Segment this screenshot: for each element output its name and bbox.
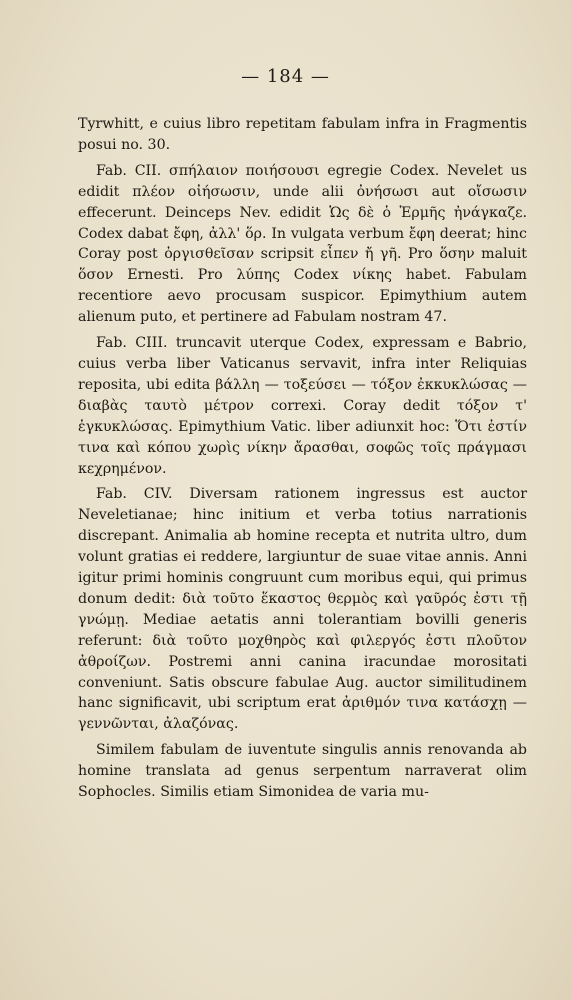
- main-text: [78, 114, 527, 803]
- page-number: — 184 —: [241, 66, 330, 87]
- paragraph-fab-ciii: Fab. CIII. truncavit uterque Codex, expressam e Babrio, cuius verba liber Vaticanus servavit, infra inter Reliquias reposita, ubi edita βάλλη — τοξεύσει — τόξον ἐκκυκλώσας — διαβὰς ταυτὸ μέτρον correxi. Coray dedit τόξον τ' ἐγκυκλώσας. Epimythium Vatic. liber adiunxit hoc: Ὅτι ἐστίν τινα καὶ κόπου χωρὶς νίκην ἄρασθαι, σοφῶς τοῖς πράγμασι κεχρημένον.: [78, 335, 527, 477]
- paragraph-fab-cii: Fab. CII. σπήλαιον ποιήσουσι egregie Codex. Nevelet us edidit πλέον οἰήσωσιν, unde alii ὀνήσωσι aut οἴσωσιν effecerunt. Deinceps Nev. edidit Ὡς δὲ ὁ Ἑρμῆς ἠνάγκαζε. Codex dabat ἔφη, ἀλλ' ὅρ. In vulgata verbum ἔφη deerat; hinc Coray post ὀργισθεῖσαν scripsit εἶπεν ἤ γῆ. Pro ὅσην maluit ὅσον Ernesti. Pro λύπης Codex νίκης habet. Fabulam recentiore aevo procusam suspicor. Epimythium autem alienum puto, et pertinere ad Fabulam nostram 47.: [78, 162, 527, 326]
- paragraph-similem: Similem fabulam de iuventute singulis annis renovanda ab homine translata ad genus serpentum narraverat olim Sophocles. Similis etiam Simonidea de varia mu-: [78, 742, 527, 801]
- paragraph-fab-civ: Fab. CIV. Diversam rationem ingressus est auctor Neveletianae; hinc initium et verba totius narrationis discrepant. Animalia ab homine recepta et nutrita ultro, dum volunt gratias ei reddere, largiuntur de suae vitae annis. Anni igitur primi hominis congruunt cum moribus equi, qui primus donum dedit: διὰ τοῦτο ἕκαστος θερμὸς καὶ γαῦρός ἐστι τῇ γνώμῃ. Mediae aetatis anni tolerantiam bovilli generis referunt: διὰ τοῦτο μοχθηρὸς καὶ φιλεργός ἐστι πλοῦτον ἀθροίζων. Postremi anni canina iracundae morositati conveniunt. Satis obscure fabulae Aug. auctor similitudinem hanc significavit, ubi scriptum erat ἀριθμόν τινα κατάσχῃ — γεννῶνται, ἀλαζόνας.: [78, 486, 527, 733]
- paragraph-continuation: Tyrwhitt, e cuius libro repetitam fabulam infra in Fragmentis posui no. 30.: [78, 116, 527, 153]
